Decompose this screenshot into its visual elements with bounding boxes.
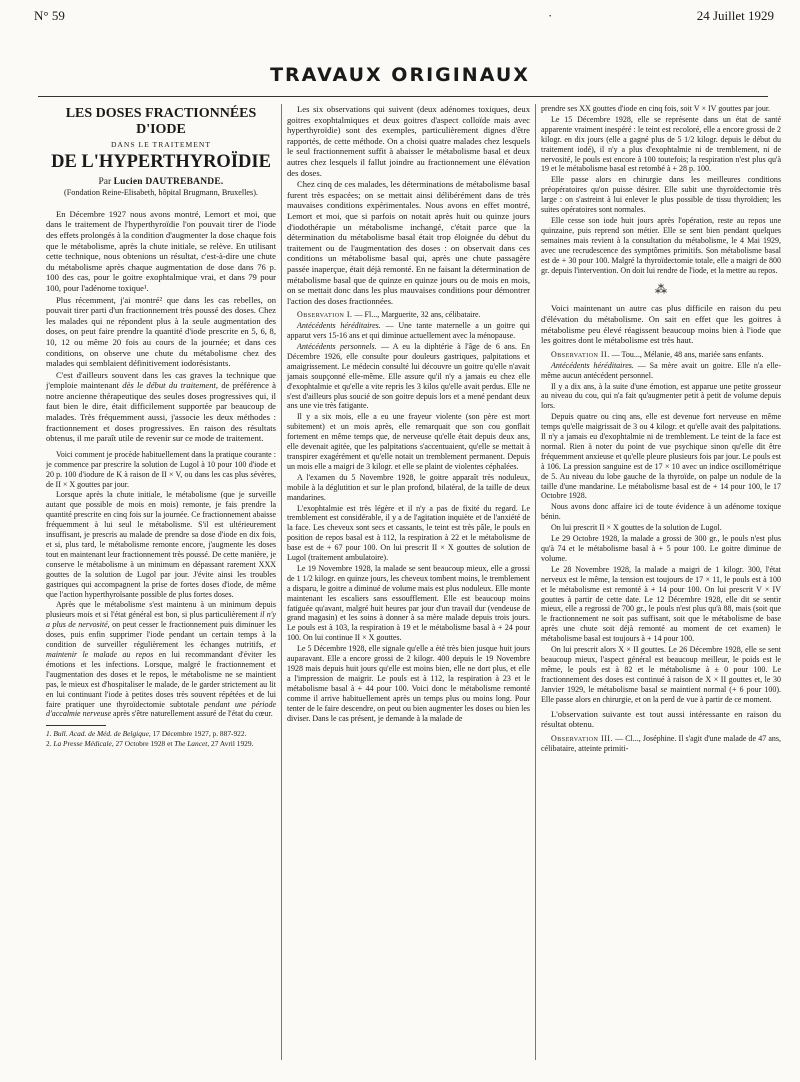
paragraph: Elle passe alors en chirurgie dans les meilleures conditions préopératoires qu'on puisse désirer. Elle subit une thyroïdectomie très large : on s'astreint à lui enlever le plus possible de tissu thyroïdien; les suites opératoires sont normales.	[541, 175, 781, 215]
section-title: TRAVAUX ORIGINAUX	[270, 64, 530, 86]
issue-date: 24 Juillet 1929	[696, 8, 774, 23]
text-run: — Cl..., Joséphine. Il s'agit d'une malade de 47 ans, célibataire, atteinte primiti-	[541, 733, 781, 753]
paragraph: Le 15 Décembre 1928, elle se représente dans un état de santé apparente vraiment inespéré : le teint est recoloré, elle a encore grossi de 2 kilogr. en dix jours (elle a gagné plus de 5 1/2 kilogr. depuis le début du traitement iodé), il n'y a plus d'exophtalmie ni de tremblement, ni de nervosité, le pouls est encore à 100 toutefois; la respiration n'est plus qu'à 19 et le métabolisme basal est retombé à + 28 p. 100.	[541, 114, 781, 174]
observation-heading	[541, 350, 781, 360]
text-run: — Sa mère avait un goitre. Elle n'a elle-même aucun antécédent personnel.	[541, 360, 781, 380]
article-title-main: DE L'HYPERTHYROÏDIE	[51, 151, 271, 172]
text-run: de préférence à notre ancienne thérapeutique des seules doses progressives qui, il faut bien le dire, était difficilement supportée par beaucoup de malades. Très fréquemment aussi, j'associe les deux méthodes : fractionnement et doses progressives. En raison des résultats obtenus, il me paraît utile de revenir sur ce mode de traitement.	[46, 380, 276, 444]
text-run: 27 Avril 1929.	[211, 739, 254, 749]
paragraph	[46, 600, 276, 719]
affiliation: (Fondation Reine-Elisabeth, hôpital Brugmann, Bruxelles).	[64, 188, 258, 198]
text-run: — A eu la diphtérie à l'âge de 6 ans. En Décembre 1926, elle consulte pour douleurs gastriques, palpitations et amaigrissement. Le médecin consulté lui découvre un goitre qu'elle n'avait jamais soupçonné elle-même. Elle assure qu'il n'y a jamais eu chez elle d'exophtalmie et qu'elle a vite repris les 3 kilos qu'elle avait perdus. Elle ne s'est d'ailleurs plus soucié de son goitre depuis lors et a mené pendant deux ans une vie très fatigante.	[287, 342, 530, 411]
paragraph: prendre ses XX gouttes d'iode en cinq fois, soit V × IV gouttes par jour.	[541, 104, 771, 113]
paragraph: A l'examen du 5 Novembre 1928, le goitre apparaît très noduleux, mobile à la déglutition et sur le plan profond, bilatéral, de la taille de deux mandarines.	[287, 472, 530, 502]
text-run-italic: 1. Bull. Acad. de Méd. de Belgique,	[46, 729, 151, 739]
text-run: 2.	[46, 739, 52, 749]
text-run: 17 Décembre 1927, p. 887-922.	[152, 729, 247, 739]
text-run-italic: pendant une période d'accalmie nerveuse	[46, 699, 276, 719]
column-2	[287, 104, 530, 1064]
text-run: — Une tante maternelle a un goitre qui apparut vers 15-16 ans et qui diminue actuellement avec la ménopause.	[287, 321, 530, 341]
observation-heading	[541, 734, 781, 754]
header-dot: ·	[548, 8, 553, 23]
byline	[46, 177, 276, 188]
paragraph: Le 29 Octobre 1928, la malade a grossi de 300 gr., le pouls n'est plus qu'à 74 et le métabolisme basal à + 5 pour 100. Le goitre diminue de volume.	[541, 534, 781, 563]
column-divider-1	[281, 104, 282, 1060]
text-run: Après que le métabolisme s'est maintenu à un minimum depuis plusieurs mois et si l'état général est bon, si plus particulièrement	[46, 600, 276, 620]
paragraph: Il y a dix ans, à la suite d'une émotion, est apparue une petite grosseur au niveau du cou, qui n'a fait qu'augmenter petit à petit de volume depuis lors.	[541, 381, 781, 411]
paragraph: En Décembre 1927 nous avons montré, Lemort et moi, que dans le traitement de l'hyperthyroïdie l'on pouvait tirer de l'iode des effets prolongés à la condition d'augmenter la dose chaque fois que le métabolisme, après la chute initiale, se relève. En utilisant cette technique, nous obtenions un résultat, c'est-à-dire une chute du métabolisme après chaque augmentation de dose dans 76 p. 100 des cas, pour le goitre exophtalmique vrai, et dans 79 pour 100, pour l'adénome toxique¹.	[46, 208, 276, 293]
section-rule	[38, 96, 768, 97]
paragraph: Chez cinq de ces malades, les déterminations de métabolisme basal furent très espacées; on se mettait ainsi délibérément dans de très mauvaises conditions expérimentales. Nous avons en effet montré, Lemort et moi, que si parfois on notait après huit ou quinze jours d'iodothérapie un métabolisme inchangé, c'était parce que la détermination du métabolisme basal était trop éloignée du début du traitement ou de l'augmentation des doses : on observait dans ces conditions un métabolisme basal qui, après une chute passagère passée inaperçue, était déjà remonté. En ne faisant la détermination de métabolisme basal que de quinze en quinze jours ou de mois en mois, on se mettait donc dans les plus mauvaises conditions pour démontrer l'action des doses fractionnées.	[287, 179, 530, 306]
text-run-italic: The Lancet,	[174, 739, 210, 749]
observation-heading	[287, 310, 530, 320]
text-run-italic: Antécédents héréditaires.	[551, 360, 634, 370]
footnote-rule	[46, 725, 106, 726]
author-name: Lucien DAUTREBANDE.	[113, 176, 224, 187]
article-title: LES DOSES FRACTIONNÉES D'IODE	[65, 106, 257, 137]
text-run-italic: et maintenir le malade au repos	[46, 640, 276, 659]
footnote-1	[46, 729, 276, 738]
paragraph: Le 5 Décembre 1928, elle signale qu'elle a été très bien jusque huit jours auparavant. Elle a encore grossi de 2 kilogr. 400 depuis le 19 Novembre 1928 mais depuis huit jours qu'elle est moins bien, elle ne dort plus, et elle a l'impression de maigrir. Le pouls est à 112, la respiration à 23 et le métabolisme basal à + 44 pour 100. Voici donc le métabolisme remonté comme il arrive habituellement après un temps plus ou moins long. Pour tenter de le faire descendre, on peut ou bien augmenter les doses ou bien les diviser. Dans le cas présent, je demande à la malade de	[287, 644, 530, 723]
byline-prefix: Par	[98, 176, 112, 187]
column-3	[541, 104, 781, 1064]
paragraph	[46, 370, 276, 444]
text-run-italic: Antécédents héréditaires.	[297, 321, 381, 331]
asterism-divider: ⁂	[655, 282, 667, 297]
text-run: C'est d'ailleurs souvent dans les cas graves la technique que j'emploie maintenant	[46, 369, 276, 391]
paragraph: L'exophtalmie est très légère et il n'y a pas de fixité du regard. Le tremblement est considérable, il y a de l'agitation inquiète et de l'anxiété de la face. Les cheveux sont secs et cassants, le teint est très pâle, le pouls en position de repos basal est à 112, la respiration à 22 et le métabolisme de base est de + 67 pour 100. On lui prescrit II × X gouttes de solution de Lugol (traitement ambulatoire).	[287, 503, 530, 563]
paragraph: L'observation suivante est tout aussi intéressante en raison du résultat obtenu.	[541, 708, 781, 730]
paragraph: Les six observations qui suivent (deux adénomes toxiques, deux goitres exophtalmiques et deux goitres d'aspect colloïde mais avec hyperthyroïdie) sont des exemples, particulièrement dignes d'être rapportés, de cette méthode. On a choisi quatre malades chez lesquels le seul fractionnement suffit à abaisser le métabolisme basal et deux autres chez lesquels il fallut joindre au fractionnement une élévation des doses.	[287, 104, 530, 178]
text-run: en lui recommandant d'éviter les émotions et les infections. Lorsque, malgré le fractionnement et l'augmentation des doses et le repos, le métabolisme ne se maintient pas, le mieux est d'hospitaliser le malade, de le garder strictement au lit en lui continuant l'iode à petites doses très souvent répétées et de lui faire pratiquer une thyroïdectomie subtotale	[46, 649, 276, 709]
paragraph: Depuis quatre ou cinq ans, elle est devenue fort nerveuse en même temps qu'elle maigrissait de 3 ou 4 kilogr. et qu'elle avait des palpitations. Il n'y a jamais eu d'exophtalmie ni de tremblement. Le teint de la face est normal. Rien à noter du point de vue psychique sinon qu'elle dit être fréquemment anxieuse et qu'elle pleure plusieurs fois par jour. Le pouls est à 106. La pression sanguine est de 17 × 10 avec un indice oscillométrique de 5. Au niveau du lobe gauche de la thyroïde, on palpe un nodule de la taille d'une mandarine. Le métabolisme basal est de + 14 pour 100, le 17 Octobre 1928.	[541, 412, 781, 501]
text-run: on peut cesser le fractionnement puis diminuer les doses, puis enfin supprimer l'iode pendant un certain temps à la condition de surveiller régulièrement les échanges nutritifs,	[46, 620, 276, 650]
observation-label: Observation III.	[551, 733, 613, 743]
article-subtitle: DANS LE TRAITEMENT	[110, 140, 212, 149]
text-run: 27 Octobre 1928 et	[115, 739, 173, 749]
paragraph	[287, 342, 530, 411]
column-1	[46, 104, 276, 1064]
paragraph: Le 19 Novembre 1928, la malade se sent beaucoup mieux, elle a grossi de 1 1/2 kilogr. en quinze jours, les cheveux tombent moins, le tremblement a disparu, le goitre a diminué de volume mais est plus noduleux. Elle monte maintenant les escaliers sans essoufflement. Elle est beaucoup moins fatiguée qu'avant, malgré huit heures par jour d'un travail dur (vendeuse de grand magasin) et les soins à donner à sa mère malade depuis trois jours. Le pouls est à 103, la respiration à 19 et le métabolisme basal à + 24 pour 100. On lui continue II × X gouttes.	[287, 563, 530, 643]
footnote-2	[46, 739, 276, 748]
paragraph: Elle cesse son iode huit jours après l'opération, reste au repos une quinzaine, puis reprend son métier. Elle se sent bien pendant quelques semaines mais revient à la consultation du métabolisme, le 4 Mai 1929, avec une recrudescence des symptômes primitifs. Son métabolisme basal est de + 30 pour 100. Malgré la thyroïdectomie totale, elle a maigri de 800 gr. depuis l'intervention. On doit lui rendre de l'iode, et la mettre au repos.	[541, 215, 781, 275]
page-header	[28, 4, 774, 26]
paragraph: Lorsque après la chute initiale, le métabolisme (que je surveille autant que possible de mois en mois) remonte, je fais prendre la quantité prescrite en cinq fois sur la journée. Ce fractionnement abaisse fréquemment à lui seul le métabolisme. S'il est ultérieurement insuffisant, je prescris au malade de prendre sa dose d'iode en dix fois, et si, plus tard, le métabolisme remonte encore, j'augmente les doses tout en maintenant leur fractionnement très poussé. De cette manière, je conserve le métabolisme à un minimum en dépassant rarement XXX gouttes de la solution de Lugol par jour. J'évite ainsi les troubles gastriques qui accompagnent la prise de fortes doses d'iode, de même que l'action hyperthyroïsante possible de plus fortes doses.	[46, 490, 276, 599]
text-run-italic: dès le début du traitement,	[122, 380, 219, 391]
paragraph: Voici comment je procède habituellement dans la pratique courante : je commence par prescrire la solution de Lugol à 10 pour 100 d'iode et 20 p. 100 d'iodure de K à raison de II × V, ou dans les cas plus sévères, de II × X gouttes par jour.	[46, 449, 276, 489]
paragraph	[287, 321, 530, 341]
text-run: — Fl..., Marguerite, 32 ans, célibataire.	[354, 310, 481, 320]
paragraph: On lui prescrit II × X gouttes de la solution de Lugol.	[551, 523, 722, 533]
observation-label: Observation I.	[297, 310, 353, 320]
text-run: — Tou..., Mélanie, 48 ans, mariée sans enfants.	[611, 349, 764, 359]
paragraph: On lui prescrit alors X × II gouttes. Le 26 Décembre 1928, elle se sent beaucoup mieux, l'aspect général est beaucoup meilleur, le poids est le même, le pouls est à 82 et le métabolisme à ± 0 pour 100. Le fractionnement des doses est continué à raison de X × II gouttes et, le 30 Janvier 1929, le métabolisme basal se maintient normal (+ 6 pour 100). Elle passe alors en chirurgie, et on la perd de vue à partir de ce moment.	[541, 645, 781, 704]
paragraph: Voici maintenant un autre cas plus difficile en raison du peu d'élévation du métabolisme. On sait en effet que les goitres à métabolisme peu élevé réagissent beaucoup moins bien à l'iode que les goitres dont le métabolisme est très haut.	[541, 303, 781, 346]
paragraph: Le 28 Novembre 1928, la malade a maigri de 1 kilogr. 300, l'état nerveux est le même, la tension est toujours de 17 × 11, le pouls est à 100 et le métabolisme est remonté à + 14 pour 100. On lui prescrit V × IV gouttes à partir de cette date. Le 12 Décembre 1928, elle dit se sentir mieux, elle a regrossi de 700 gr., le pouls n'est plus qu'à 88, mais (soit que le fractionnement ne soit pas suffisant, soit que le métabolisme de base après une chute soit déjà remonté au moment de cet examen) le métabolisme basal est toujours à + 14 pour 100.	[541, 564, 781, 644]
paragraph: Il y a six mois, elle a eu une frayeur violente (son père est mort subitement) et un mois après, elle remarquait que son cou gonflait fortement en même temps que, de nerveuse qu'elle était depuis deux ans, elle devenait agitée, que les palpitations s'accentuaient, qu'elle se mettait à transpirer exagérément et qu'elle notait un tremblement permanent. Depuis un mois elle a maigri de 3 kilogr. et elle se plaint de violentes céphalées.	[287, 412, 530, 471]
observation-label: Observation II.	[551, 349, 610, 359]
text-run-italic: il n'y a plus de nervosité,	[46, 610, 276, 630]
text-run-italic: Antécédents personnels.	[297, 342, 377, 351]
issue-number: N° 59	[34, 8, 65, 23]
text-run: après s'être naturellement assuré de l'état du cœur.	[113, 709, 273, 719]
text-run-italic: La Presse Médicale,	[53, 739, 114, 749]
paragraph: Nous avons donc affaire ici de toute évidence à un adénome toxique bénin.	[541, 502, 781, 522]
column-divider-2	[535, 104, 536, 1060]
paragraph	[541, 361, 781, 381]
paragraph: Plus récemment, j'ai montré² que dans les cas rebelles, on pouvait tirer parti d'un fractionnement très poussé des doses. Chez les malades qui ne répondent plus à la seule augmentation des doses, on peut faire prendre la quantité d'iode prescrite en 5, 6, 8, 10, 12 ou même 20 fois au cours de la journée; et dans ces conditions, on observe une chute du métabolisme chez des malades qui semblaient définitivement iodorésistants.	[46, 294, 276, 369]
